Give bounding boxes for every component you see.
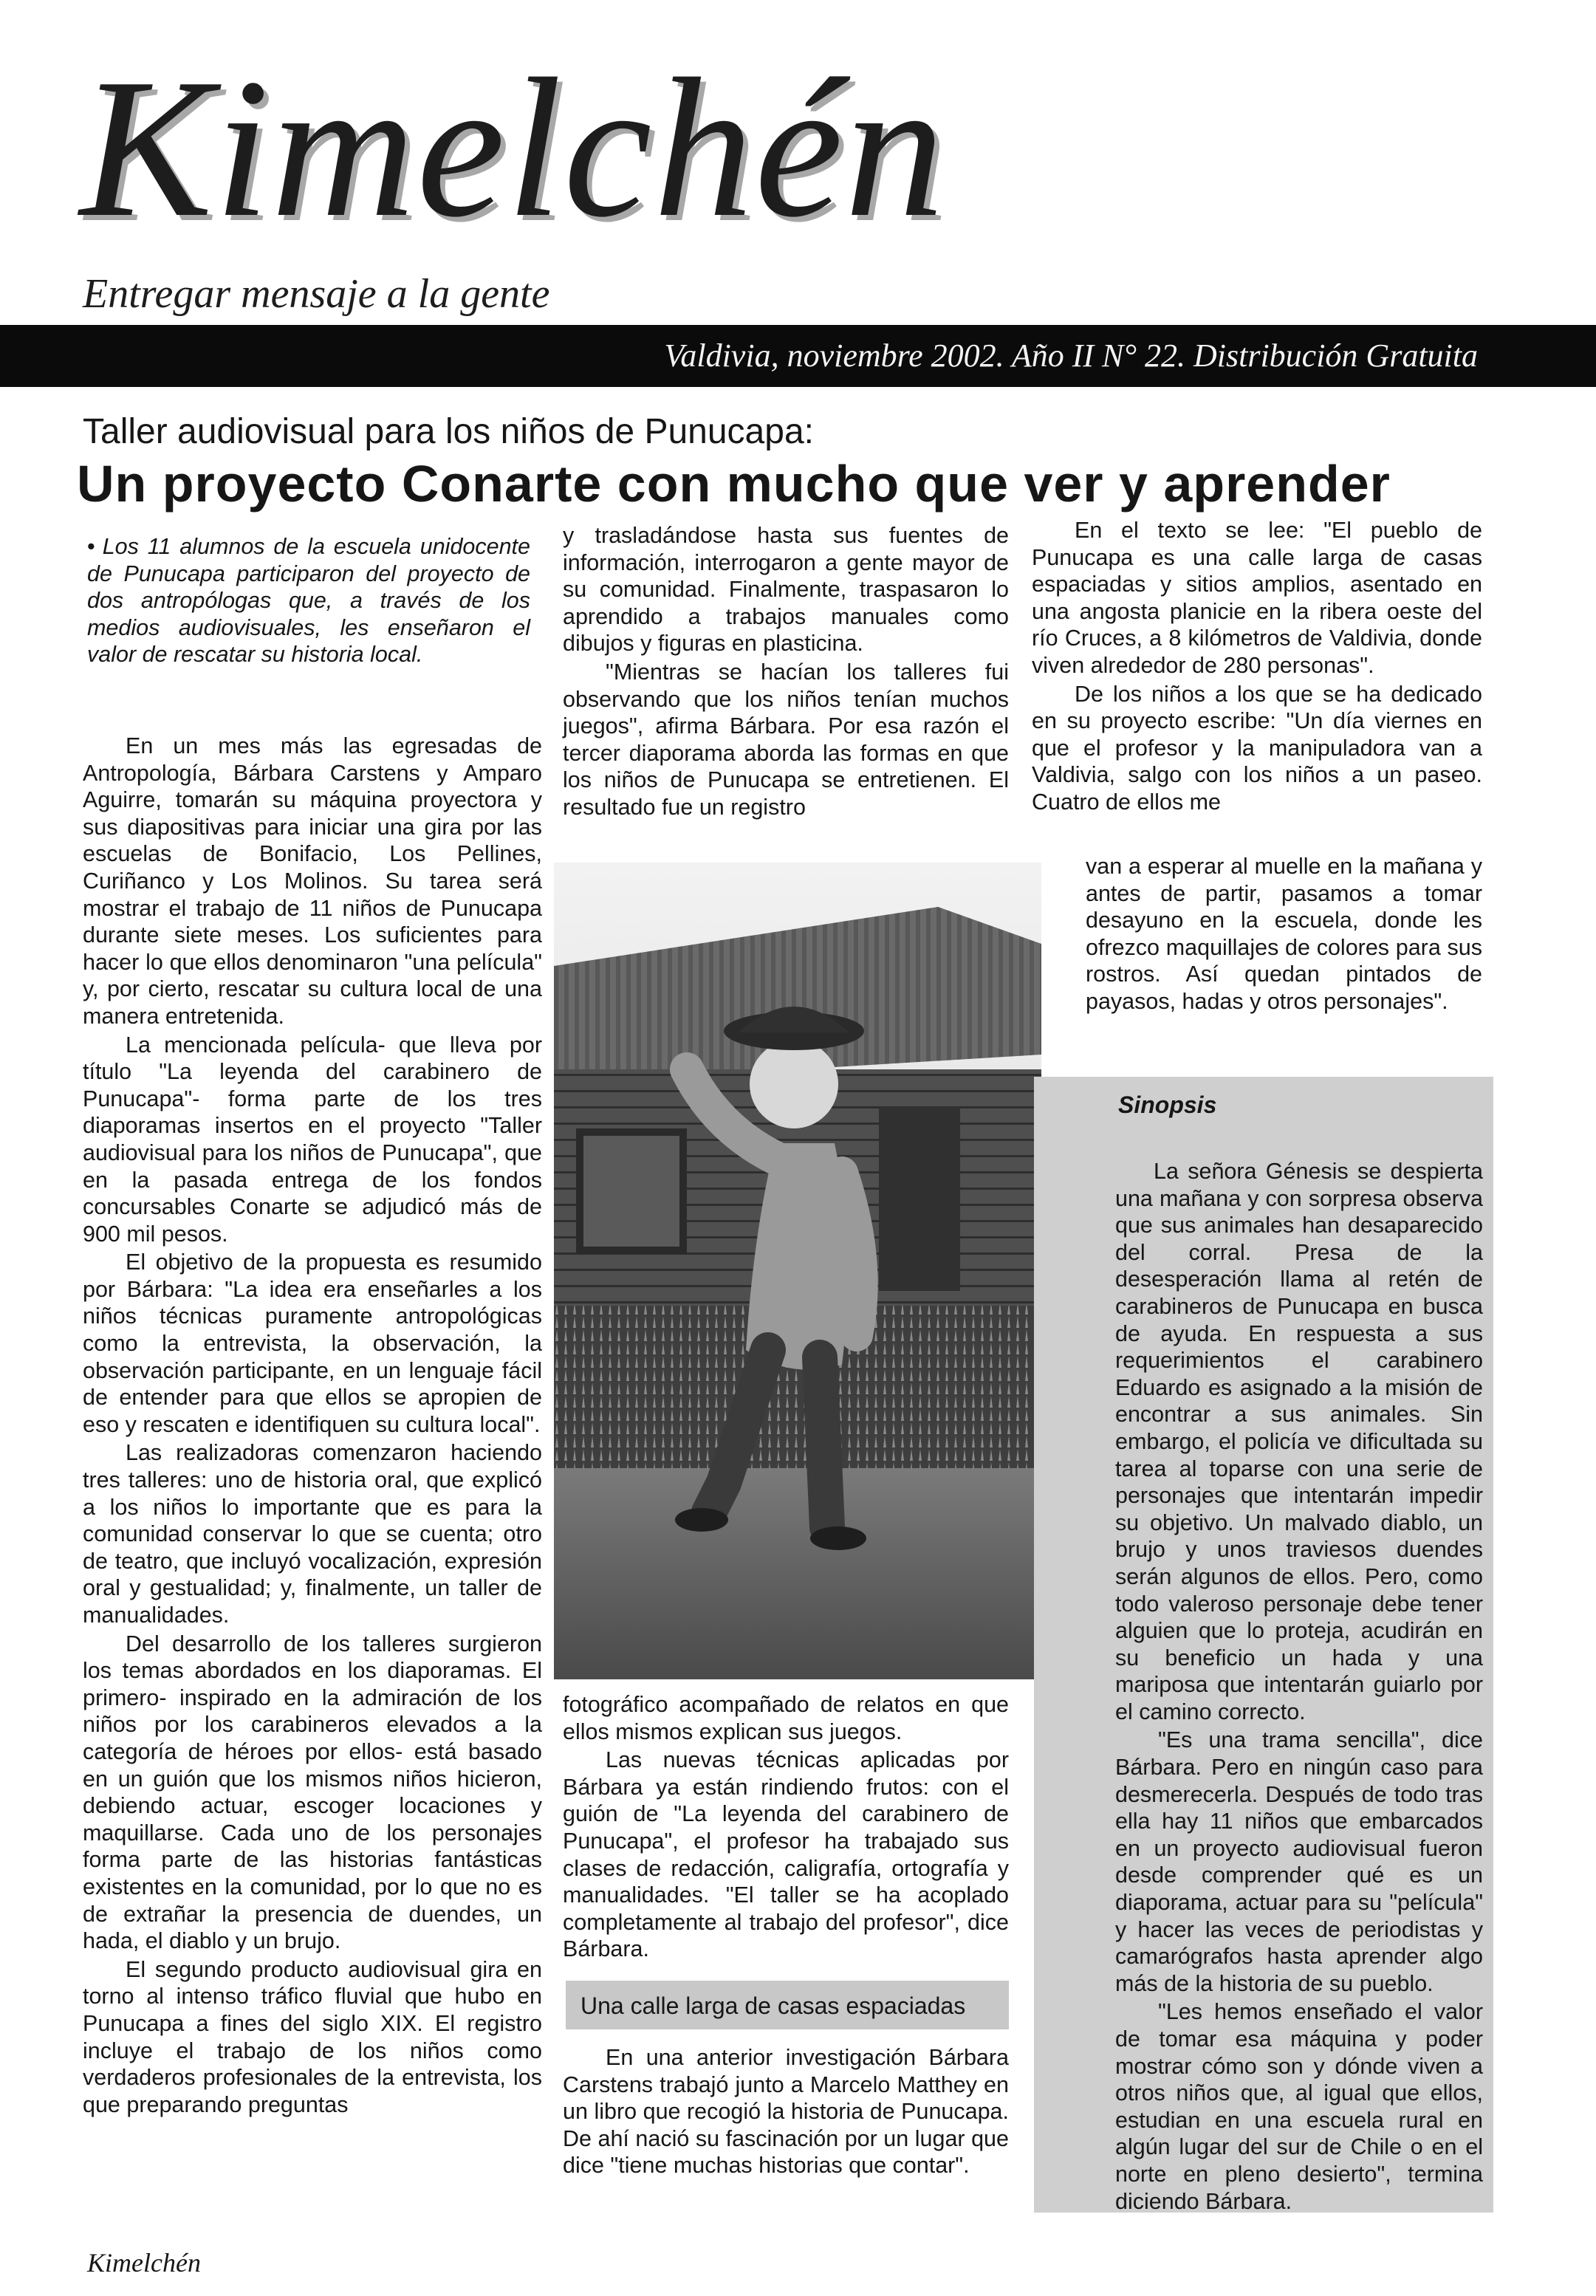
photo-child-saluting-icon (554, 863, 1041, 1679)
lead-text: Los 11 alumnos de la escuela unidocente de Punucapa participaron del proyecto de dos antropólogas que, a través de los medios audiovisuales, les enseñaron el valor de rescatar su historia local. (87, 534, 530, 667)
sinopsis-title: Sinopsis (1118, 1092, 1217, 1118)
article-column-2-top (563, 522, 1009, 823)
article-column-3-top (1032, 517, 1482, 818)
masthead-title: Kimelchén (80, 38, 946, 258)
paragraph: y trasladándose hasta sus fuentes de información, interrogaron a gente mayor de su comunidad. Finalmente, traspasaron lo aprendido a trabajos manuales como dibujos y figuras en plasticina. (563, 523, 1009, 657)
article-column-1 (83, 733, 542, 2119)
paragraph: El segundo producto audiovisual gira en torno al intenso tráfico fluvial que hubo en Punucapa a fines del siglo XIX. El registro incluye el trabajo de los niños como verdaderos profesionales de la entrevista, los que preparando preguntas (83, 1956, 542, 2117)
article-lead (87, 533, 530, 668)
article-column-3-narrow (1086, 853, 1482, 1017)
article-headline: Un proyecto Conarte con mucho que ver y aprender (77, 455, 1391, 513)
paragraph: En una anterior investigación Bárbara Carstens trabajó junto a Marcelo Matthey en un libro que recogió la historia de Punucapa. De ahí nació su fascinación por un lugar que dice "tiene muchas historias que contar". (563, 2045, 1009, 2179)
issue-info: Valdivia, noviembre 2002. Año II N° 22. Distribución Gratuita (664, 337, 1478, 374)
bullet-icon: • (87, 534, 95, 559)
article-column-2-subsection (563, 2044, 1009, 2181)
paragraph: van a esperar al muelle en la mañana y antes de partir, pasamos a tomar desayuno en la escuela, donde les ofrezco maquillajes de colores para sus rostros. Así quedan pintados de payasos, hadas y otros personajes". (1086, 854, 1482, 1014)
article-photo (554, 863, 1041, 1679)
paragraph: fotográfico acompañado de relatos en que ellos mismos explican sus juegos. (563, 1692, 1009, 1744)
issue-band (0, 325, 1596, 387)
paragraph: La mencionada película- que lleva por título "La leyenda del carabinero de Punucapa"- forma parte de los tres diaporamas insertos en el proyecto "Taller audiovisual para los niños de Punucapa", que en la pasada entrega de los fondos concursables Conarte se adjudicó más de 900 mil pesos. (83, 1032, 542, 1247)
paragraph: La señora Génesis se despierta una mañana y con sorpresa observa que sus animales han desaparecido del corral. Presa de la desesperación llama al retén de carabineros de Punucapa en busca de ayuda. En respuesta a sus requerimientos el carabinero Eduardo es asignado a la misión de encontrar a sus animales. Sin embargo, el policía ve dificultada su tarea al toparse con una serie de personajes que intentarán impedir su objetivo. Un malvado diablo, un brujo y unos traviesos duendes serán algunos de ellos. Pero, como todo valeroso personaje debe tener alguien que lo proteja, acudirán en su beneficio un hada y una mariposa que intentarán guiarlo por el camino correcto. (1115, 1159, 1483, 1724)
paragraph: "Es una trama sencilla", dice Bárbara. Pero en ningún caso para desmerecerla. Después de todo tras ella hay 11 niños que embarcados en un proyecto audiovisual fueron desde comprender qué es un diaporama, actuar para su "película" y hacer las veces de periodistas y camarógrafos hasta aprender algo más de la historia de su pueblo. (1115, 1727, 1483, 1996)
paragraph: En el texto se lee: "El pueblo de Punucapa es una calle larga de casas espaciadas y sitios amplios, asentado en una angosta planicie en la ribera oeste del río Cruces, a 8 kilómetros de Valdivia, donde viven alrededor de 280 personas". (1032, 518, 1482, 678)
paragraph: Las realizadoras comenzaron haciendo tres talleres: uno de historia oral, que explicó a los niños lo importante que es para la comunidad conservar lo que se cuenta; otro de teatro, que incluyó vocalización, expresión oral y gestualidad; y, finalmente, un taller de manualidades. (83, 1440, 542, 1628)
sinopsis-text (1115, 1158, 1483, 2216)
sinopsis-box (1034, 1077, 1493, 2213)
article-column-2-bottom (563, 1691, 1009, 1964)
paragraph: En un mes más las egresadas de Antropología, Bárbara Carstens y Amparo Aguirre, tomarán su máquina proyectora y sus diapositivas para iniciar una gira por las escuelas de Bonifacio, Los Pellines, Curiñanco y Los Molinos. Su tarea será mostrar el trabajo de 11 niños de Punucapa durante siete meses. Los suficientes para hacer lo que ellos denominaron "una película" y, por cierto, rescatar su cultura local de una manera entretenida. (83, 733, 542, 1029)
paragraph: "Les hemos enseñado el valor de tomar esa máquina y poder mostrar cómo son y dónde viven a otros niños que, al igual que ellos, estudian en una escuela rural en algún lugar del sur de Chile o en el norte en pleno desierto", termina diciendo Bárbara. (1115, 1999, 1483, 2214)
paragraph: El objetivo de la propuesta es resumido por Bárbara: "La idea era enseñarles a los niños técnicas puramente antropológicas como la entrevista, la observación, la observación participante, en un lenguaje fácil de entender para que ellos se apropien de eso y rescaten e identifiquen su cultura local". (83, 1250, 542, 1437)
page-footer: Kimelchén (87, 2248, 201, 2278)
masthead-tagline: Entregar mensaje a la gente (83, 271, 550, 317)
article-subhead (566, 1981, 1009, 2029)
paragraph: "Mientras se hacían los talleres fui observando que los niños tenían muchos juegos", afirma Bárbara. Por esa razón el tercer diaporama aborda las formas en que los niños de Punucapa se entretienen. El resultado fue un registro (563, 659, 1009, 820)
paragraph: Las nuevas técnicas aplicadas por Bárbara ya están rindiendo frutos: con el guión de "La leyenda del carabinero de Punucapa", el profesor ha trabajado sus clases de redacción, caligrafía, ortografía y manualidades. "El taller se ha acoplado completamente al trabajo del profesor", dice Bárbara. (563, 1747, 1009, 1962)
subhead-text: Una calle larga de casas espaciadas (580, 1992, 966, 2019)
paragraph: Del desarrollo de los talleres surgieron los temas abordados en los diaporamas. El primero- inspirado en la admiración de los niños por los carabineros elevados a la categoría de héroes por ellos- está basado en un guión que los mismos niños hicieron, debiendo actuar, escoger locaciones y maquillarse. Cada uno de los personajes forma parte de las historias fantásticas existentes en la comunidad, por lo que no es de extrañar la presencia de duendes, un hada, el diablo y un brujo. (83, 1631, 542, 1954)
paragraph: De los niños a los que se ha dedicado en su proyecto escribe: "Un día viernes en que el profesor y la manipuladora van a Valdivia, salgo con los niños a un paseo. Cuatro de ellos me (1032, 681, 1482, 815)
article-kicker: Taller audiovisual para los niños de Punucapa: (83, 412, 814, 451)
